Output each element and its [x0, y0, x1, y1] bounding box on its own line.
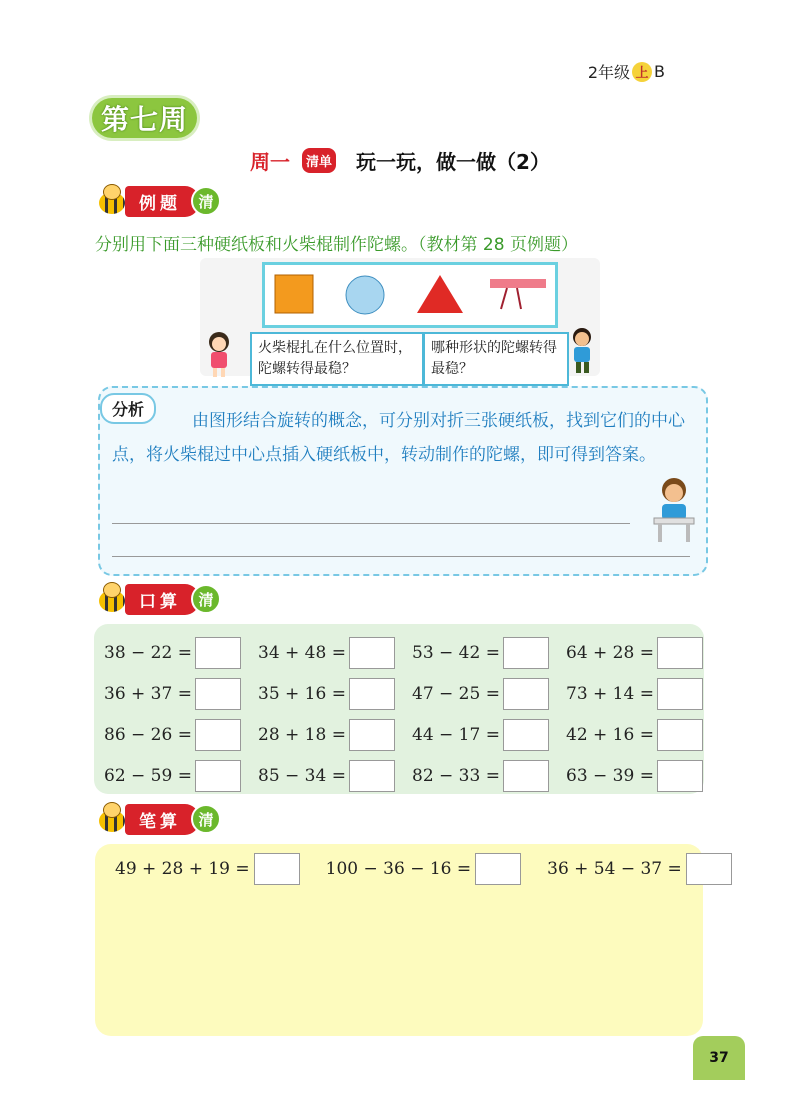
oral-expression: 34 + 48 =: [258, 642, 346, 663]
oral-row: [104, 673, 720, 714]
oral-item: [566, 760, 720, 792]
oral-expression: 28 + 18 =: [258, 724, 346, 745]
example-question: [95, 230, 578, 255]
answer-box[interactable]: [349, 637, 395, 669]
speech-bubble-girl: 火柴棍扎在什么位置时，陀螺转得最稳？: [250, 332, 424, 386]
written-tag: [95, 804, 221, 834]
oral-expression: 86 − 26 =: [104, 724, 192, 745]
title-day: 周一: [250, 150, 291, 174]
oral-grid: [104, 632, 720, 796]
analysis-tag: 分析: [100, 393, 156, 424]
qing-icon: 清: [191, 804, 221, 834]
bee-icon: [95, 582, 129, 616]
bee-icon: [95, 802, 129, 836]
oral-tag: [95, 584, 221, 614]
answer-box[interactable]: [349, 719, 395, 751]
oral-item: [104, 678, 258, 710]
analysis-text: 由图形结合旋转的概念，可分别对折三张硬纸板，找到它们的中心点，将火柴棍过中心点插入硬纸板中，转动制作的陀螺，即可得到答案。: [112, 411, 685, 465]
oral-item: [104, 760, 258, 792]
oral-expression: 63 − 39 =: [566, 765, 654, 786]
written-expression: 49 + 28 + 19 =: [115, 859, 250, 879]
answer-box[interactable]: [195, 719, 241, 751]
answer-box[interactable]: [195, 678, 241, 710]
written-row: [115, 853, 732, 885]
answer-line-2: [112, 556, 690, 557]
oral-item: [258, 637, 412, 669]
oral-tag-label: 口算: [125, 584, 199, 615]
answer-box[interactable]: [349, 678, 395, 710]
oral-expression: 38 − 22 =: [104, 642, 192, 663]
answer-box[interactable]: [195, 637, 241, 669]
oral-item: [412, 760, 566, 792]
triangle-card-icon: [417, 275, 463, 313]
oral-row: [104, 755, 720, 796]
matchstick-top-icon: [490, 279, 546, 309]
qing-icon: 清: [191, 584, 221, 614]
answer-box[interactable]: [686, 853, 732, 885]
answer-box[interactable]: [657, 637, 703, 669]
grade-label: [588, 60, 665, 83]
oral-item: [412, 719, 566, 751]
oral-item: [258, 678, 412, 710]
written-expression: 36 + 54 − 37 =: [547, 859, 682, 879]
bee-icon: [95, 184, 129, 218]
student-at-desk-icon: [652, 474, 696, 544]
oral-item: [566, 719, 720, 751]
oral-item: [258, 719, 412, 751]
qing-icon: 清: [191, 186, 221, 216]
title-lesson: 玩一玩，做一做（2）: [356, 150, 550, 174]
girl-icon: [202, 330, 236, 378]
shapes-svg: [265, 265, 555, 325]
answer-box[interactable]: [503, 637, 549, 669]
oral-item: [566, 637, 720, 669]
shapes-figure: [262, 262, 558, 328]
grade-prefix: 2年级: [587, 63, 631, 82]
speech-bubble-boy: 哪种形状的陀螺转得最稳？: [423, 332, 569, 386]
oral-expression: 85 − 34 =: [258, 765, 346, 786]
oral-expression: 62 − 59 =: [104, 765, 192, 786]
oral-item: [412, 678, 566, 710]
answer-line-1: [112, 523, 630, 524]
oral-expression: 36 + 37 =: [104, 683, 192, 704]
boy-icon: [565, 326, 599, 374]
grade-suffix: B: [654, 62, 665, 81]
question-text: 分别用下面三种硬纸板和火柴棍制作陀螺。: [95, 235, 418, 255]
answer-box[interactable]: [657, 760, 703, 792]
example-tag: [95, 186, 221, 216]
question-source: （教材第 28 页例题）: [418, 235, 578, 255]
oral-item: [104, 719, 258, 751]
oral-expression: 53 − 42 =: [412, 642, 500, 663]
page-title: [0, 146, 800, 175]
answer-box[interactable]: [503, 719, 549, 751]
example-tag-label: 例题: [125, 186, 199, 217]
oral-expression: 73 + 14 =: [566, 683, 654, 704]
oral-item: [104, 637, 258, 669]
oral-expression: 47 − 25 =: [412, 683, 500, 704]
square-card-icon: [275, 275, 313, 313]
written-expression: 100 − 36 − 16 =: [325, 859, 472, 879]
written-tag-label: 笔算: [125, 804, 199, 835]
circle-card-icon: [346, 276, 384, 314]
answer-box[interactable]: [254, 853, 300, 885]
answer-box[interactable]: [657, 719, 703, 751]
answer-box[interactable]: [349, 760, 395, 792]
oral-item: [258, 760, 412, 792]
oral-expression: 64 + 28 =: [566, 642, 654, 663]
oral-item: [412, 637, 566, 669]
title-badge: 清单: [302, 148, 336, 173]
page-number: 37: [693, 1036, 745, 1080]
grade-badge: 上: [632, 62, 652, 82]
oral-item: [566, 678, 720, 710]
oral-expression: 35 + 16 =: [258, 683, 346, 704]
answer-box[interactable]: [657, 678, 703, 710]
week-badge: 第七周: [92, 98, 197, 138]
answer-box[interactable]: [475, 853, 521, 885]
oral-expression: 82 − 33 =: [412, 765, 500, 786]
answer-box[interactable]: [503, 678, 549, 710]
oral-expression: 44 − 17 =: [412, 724, 500, 745]
oral-row: [104, 714, 720, 755]
oral-row: [104, 632, 720, 673]
answer-box[interactable]: [195, 760, 241, 792]
oral-expression: 42 + 16 =: [566, 724, 654, 745]
answer-box[interactable]: [503, 760, 549, 792]
